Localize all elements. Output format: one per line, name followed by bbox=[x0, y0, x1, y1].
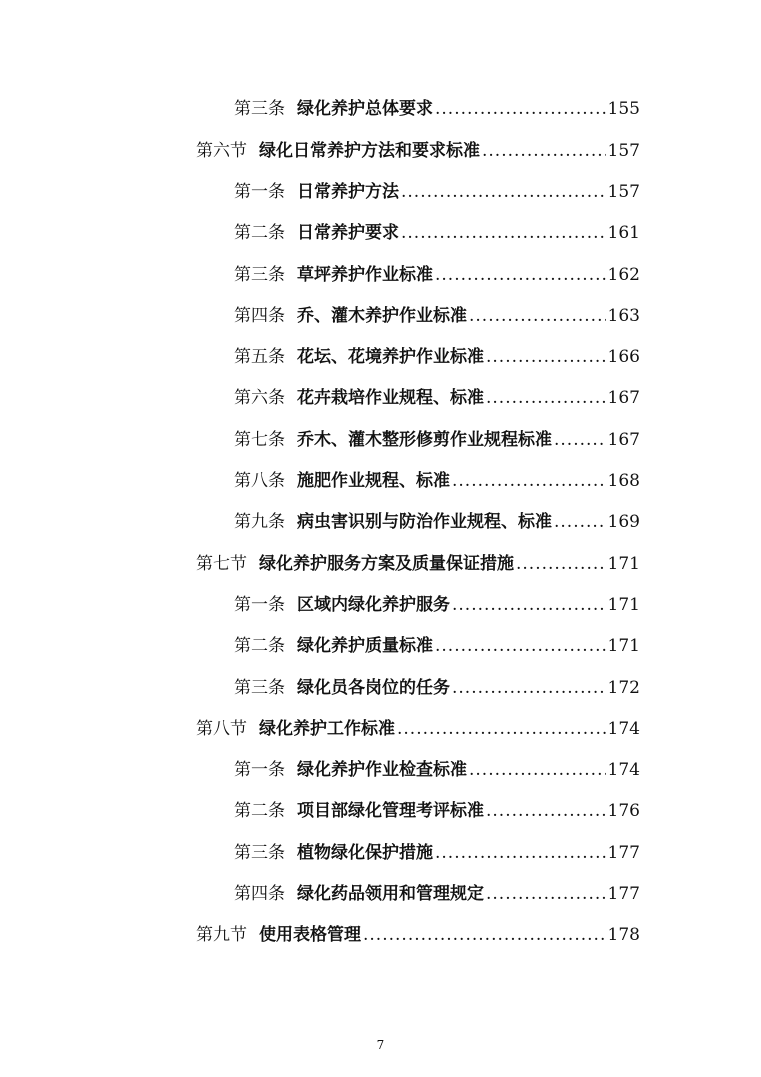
toc-entry[interactable] bbox=[234, 468, 640, 494]
toc-entry[interactable] bbox=[234, 633, 640, 659]
toc-entry-number: 第二条 bbox=[234, 801, 285, 821]
toc-entry-number: 第四条 bbox=[234, 306, 285, 326]
toc-dot-leader bbox=[486, 344, 606, 370]
toc-dot-leader bbox=[554, 509, 606, 535]
toc-entry-page: 161 bbox=[607, 223, 640, 243]
toc-entry[interactable] bbox=[234, 303, 640, 329]
toc-dot-leader bbox=[452, 675, 606, 701]
toc-dot-leader bbox=[435, 262, 606, 288]
toc-dot-leader bbox=[452, 468, 606, 494]
toc-entry-page: 171 bbox=[607, 636, 640, 656]
toc-dot-leader bbox=[554, 427, 606, 453]
toc-entry-number: 第九条 bbox=[234, 512, 285, 532]
toc-entry-title: 绿化药品领用和管理规定 bbox=[297, 884, 484, 904]
toc-entry-page: 155 bbox=[607, 99, 640, 119]
toc-entry-page: 172 bbox=[607, 678, 640, 698]
toc-entry[interactable] bbox=[234, 798, 640, 824]
toc-entry-page: 171 bbox=[607, 554, 640, 574]
toc-entry-number: 第三条 bbox=[234, 678, 285, 698]
toc-entry-number: 第五条 bbox=[234, 347, 285, 367]
toc-entry-number: 第三条 bbox=[234, 265, 285, 285]
toc-entry-number: 第六节 bbox=[196, 141, 247, 161]
toc-entry-title: 项目部绿化管理考评标准 bbox=[297, 801, 484, 821]
toc-entry-title: 绿化养护服务方案及质量保证措施 bbox=[259, 554, 514, 574]
toc-entry[interactable] bbox=[234, 592, 640, 618]
toc-entry-title: 绿化养护质量标准 bbox=[297, 636, 433, 656]
toc-entry-number: 第一条 bbox=[234, 595, 285, 615]
toc-entry-page: 177 bbox=[607, 843, 640, 863]
toc-entry-title: 施肥作业规程、标准 bbox=[297, 471, 450, 491]
toc-entry-title: 花坛、花境养护作业标准 bbox=[297, 347, 484, 367]
toc-dot-leader bbox=[452, 592, 606, 618]
toc-dot-leader bbox=[397, 716, 606, 742]
toc-entry-title: 绿化日常养护方法和要求标准 bbox=[259, 141, 480, 161]
toc-entry[interactable] bbox=[234, 840, 640, 866]
toc-entry-title: 乔木、灌木整形修剪作业规程标准 bbox=[297, 430, 552, 450]
toc-dot-leader bbox=[469, 757, 606, 783]
toc-entry[interactable] bbox=[234, 344, 640, 370]
toc-dot-leader bbox=[401, 220, 606, 246]
toc-entry-page: 168 bbox=[607, 471, 640, 491]
toc-entry-number: 第二条 bbox=[234, 636, 285, 656]
toc-dot-leader bbox=[401, 179, 606, 205]
toc-entry[interactable] bbox=[196, 716, 640, 742]
toc-entry-number: 第九节 bbox=[196, 925, 247, 945]
toc-entry-page: 177 bbox=[607, 884, 640, 904]
toc-entry-title: 绿化员各岗位的任务 bbox=[297, 678, 450, 698]
toc-entry-title: 日常养护方法 bbox=[297, 182, 399, 202]
toc-entry-page: 169 bbox=[607, 512, 640, 532]
toc-dot-leader bbox=[516, 551, 606, 577]
toc-entry[interactable] bbox=[234, 262, 640, 288]
toc-entry[interactable] bbox=[196, 922, 640, 948]
toc-entry-title: 绿化养护工作标准 bbox=[259, 719, 395, 739]
toc-dot-leader bbox=[363, 922, 606, 948]
toc-entry-number: 第六条 bbox=[234, 388, 285, 408]
toc-dot-leader bbox=[469, 303, 606, 329]
toc-entry-page: 157 bbox=[607, 141, 640, 161]
toc-entry[interactable] bbox=[234, 96, 640, 122]
toc-entry-title: 使用表格管理 bbox=[259, 925, 361, 945]
toc-entry[interactable] bbox=[234, 675, 640, 701]
toc-dot-leader bbox=[482, 138, 606, 164]
toc-entry-number: 第三条 bbox=[234, 843, 285, 863]
toc-dot-leader bbox=[435, 633, 606, 659]
toc-entry-title: 绿化养护作业检查标准 bbox=[297, 760, 467, 780]
toc-entry[interactable] bbox=[234, 881, 640, 907]
toc-entry-page: 176 bbox=[607, 801, 640, 821]
toc-entry-number: 第八条 bbox=[234, 471, 285, 491]
toc-entry-page: 171 bbox=[607, 595, 640, 615]
toc-dot-leader bbox=[435, 840, 606, 866]
toc-entry-page: 178 bbox=[607, 925, 640, 945]
toc-dot-leader bbox=[486, 798, 606, 824]
toc-entry[interactable] bbox=[234, 757, 640, 783]
toc-entry[interactable] bbox=[234, 509, 640, 535]
toc-entry-page: 157 bbox=[607, 182, 640, 202]
toc-entry-title: 病虫害识别与防治作业规程、标准 bbox=[297, 512, 552, 532]
toc-entry-number: 第七条 bbox=[234, 430, 285, 450]
toc-entry[interactable] bbox=[234, 220, 640, 246]
toc-entry-page: 166 bbox=[607, 347, 640, 367]
toc-entry-title: 日常养护要求 bbox=[297, 223, 399, 243]
toc-entry-page: 174 bbox=[607, 719, 640, 739]
toc-entry[interactable] bbox=[196, 138, 640, 164]
toc-entry[interactable] bbox=[234, 427, 640, 453]
toc-entry-title: 绿化养护总体要求 bbox=[297, 99, 433, 119]
toc-entry[interactable] bbox=[196, 551, 640, 577]
toc-dot-leader bbox=[435, 96, 606, 122]
toc-entry-page: 174 bbox=[607, 760, 640, 780]
toc-entry-page: 167 bbox=[607, 430, 640, 450]
toc-entry-number: 第八节 bbox=[196, 719, 247, 739]
toc-entry-number: 第一条 bbox=[234, 760, 285, 780]
page-number-footer: 7 bbox=[376, 1038, 385, 1052]
toc-dot-leader bbox=[486, 385, 606, 411]
toc-entry-title: 草坪养护作业标准 bbox=[297, 265, 433, 285]
toc-entry-number: 第二条 bbox=[234, 223, 285, 243]
toc-entry-number: 第三条 bbox=[234, 99, 285, 119]
toc-entry-number: 第四条 bbox=[234, 884, 285, 904]
toc-entry-title: 花卉栽培作业规程、标准 bbox=[297, 388, 484, 408]
toc-entry-page: 162 bbox=[607, 265, 640, 285]
toc-dot-leader bbox=[486, 881, 606, 907]
toc-entry-number: 第七节 bbox=[196, 554, 247, 574]
toc-entry[interactable] bbox=[234, 385, 640, 411]
toc-entry-title: 植物绿化保护措施 bbox=[297, 843, 433, 863]
toc-entry-title: 乔、灌木养护作业标准 bbox=[297, 306, 467, 326]
toc-entry-number: 第一条 bbox=[234, 182, 285, 202]
toc-entry-page: 163 bbox=[607, 306, 640, 326]
toc-entry-page: 167 bbox=[607, 388, 640, 408]
toc-entry-title: 区域内绿化养护服务 bbox=[297, 595, 450, 615]
toc-entry[interactable] bbox=[234, 179, 640, 205]
